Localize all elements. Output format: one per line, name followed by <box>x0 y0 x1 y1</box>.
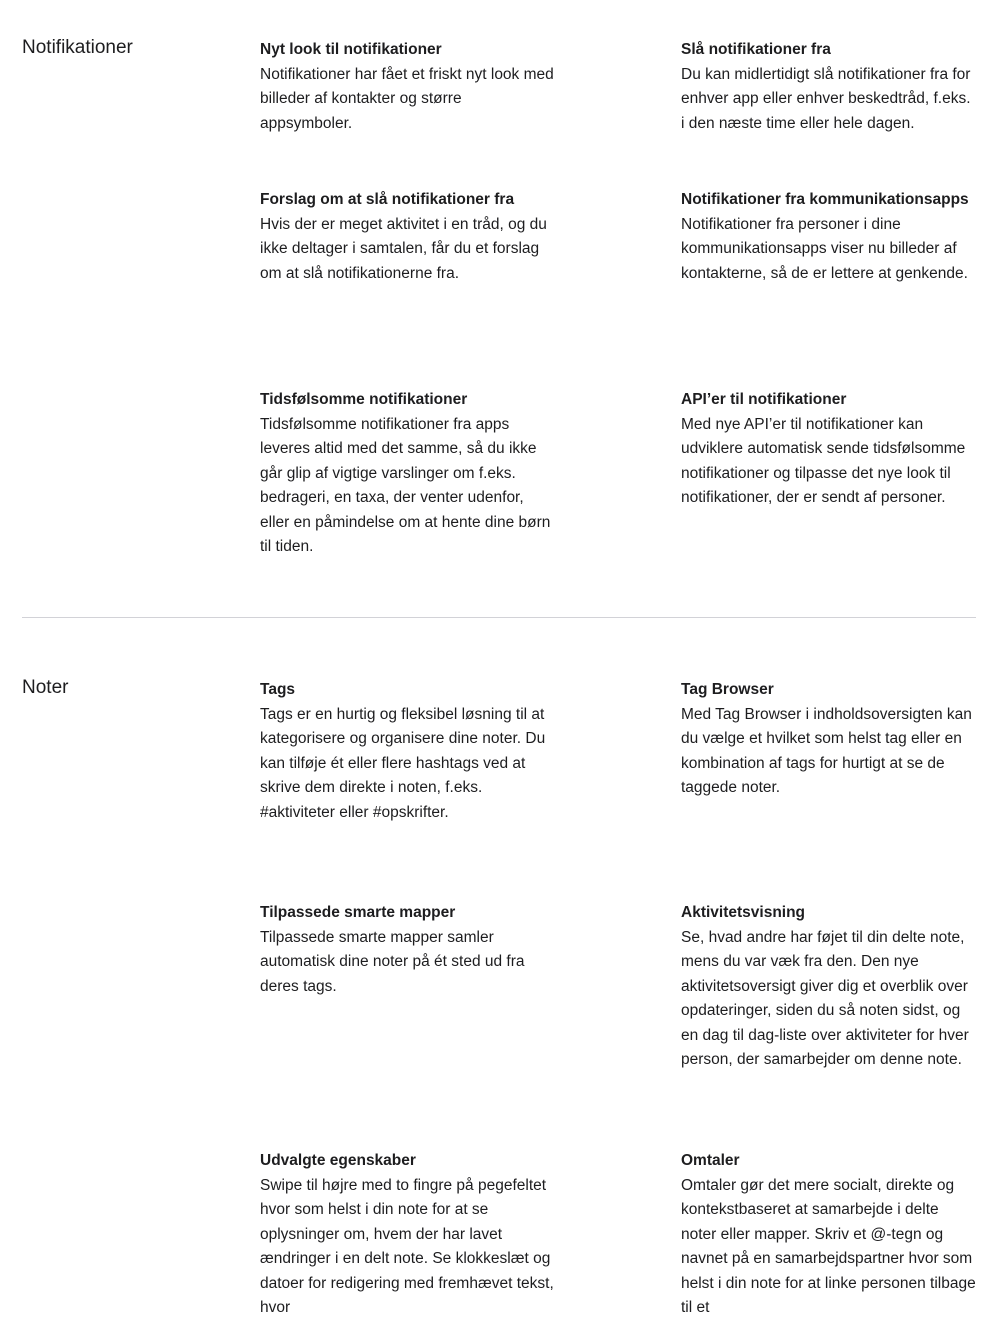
feature-title: Aktivitetsvisning <box>681 904 806 921</box>
feature-title: Forslag om at slå notifikationer fra <box>260 191 515 208</box>
feature-title: Slå notifikationer fra <box>681 41 831 58</box>
feature-title: Tag Browser <box>681 681 774 698</box>
feature-notification-apis <box>681 388 977 511</box>
feature-title: Tidsfølsomme notifikationer <box>260 391 468 408</box>
feature-new-look <box>260 38 556 136</box>
feature-title: Udvalgte egenskaber <box>260 1152 416 1169</box>
section-title-notifications: Notifikationer <box>22 37 133 58</box>
feature-body: Tidsfølsomme notifikationer fra apps leveres altid med det samme, så du ikke går glip af vigtige varslinger om f.eks. bedrageri, en taxa, der venter udenfor, eller en påmindelse om at hente dine børn til tiden. <box>260 415 551 555</box>
feature-mute-notifications <box>681 38 977 136</box>
feature-body: Notifikationer har fået et friskt nyt look med billeder af kontakter og større appsymboler. <box>260 65 554 132</box>
feature-mentions <box>681 1149 977 1321</box>
feature-title: Nyt look til notifikationer <box>260 41 442 58</box>
feature-title: Omtaler <box>681 1152 740 1169</box>
feature-time-sensitive <box>260 388 556 560</box>
feature-body: Omtaler gør det mere socialt, direkte og kontekstbaseret at samarbejde i delte noter eller mapper. Skriv et @-tegn og navnet på en samarbejdspartner hvor som helst i din note for at linke personen tilbage til et <box>681 1176 976 1316</box>
feature-body: Se, hvad andre har føjet til din delte note, mens du var væk fra den. Den nye aktivitetsoversigt giver dig et overblik over opdateringer, siden du så noten sidst, og en dag til dag-liste over aktiviteter for hver person, der samarbejder om denne note. <box>681 928 969 1068</box>
feature-activity-view <box>681 901 977 1073</box>
feature-body: Tilpassede smarte mapper samler automatisk dine noter på ét sted ud fra deres tags. <box>260 928 525 995</box>
feature-highlights <box>260 1149 556 1321</box>
feature-body: Du kan midlertidigt slå notifikationer fra for enhver app eller enhver beskedtråd, f.eks. i den næste time eller hele dagen. <box>681 65 971 132</box>
feature-body: Hvis der er meget aktivitet i en tråd, og du ikke deltager i samtalen, får du et forslag om at slå notifikationerne fra. <box>260 215 547 282</box>
feature-tags <box>260 678 556 825</box>
feature-body: Med nye API’er til notifikationer kan udviklere automatisk sende tidsfølsomme notifikationer og tilpasse det nye look til notifikationer, der er sendt af personer. <box>681 415 966 506</box>
feature-title: Tags <box>260 681 296 698</box>
section-title-notes: Noter <box>22 677 69 698</box>
feature-title: API’er til notifikationer <box>681 391 847 408</box>
feature-mute-suggestion <box>260 188 556 286</box>
feature-title: Notifikationer fra kommunikationsapps <box>681 191 969 208</box>
feature-body: Med Tag Browser i indholdsoversigten kan du vælge et hvilket som helst tag eller en kombination af tags for hurtigt at se de taggede noter. <box>681 705 972 796</box>
section-divider <box>22 617 976 618</box>
feature-body: Tags er en hurtig og fleksibel løsning til at kategorisere og organisere dine noter. Du kan tilføje ét eller flere hashtags ved at skrive dem direkte i noten, f.eks. #aktiviteter eller #opskrifter. <box>260 705 546 821</box>
feature-tag-browser <box>681 678 977 801</box>
feature-smart-folders <box>260 901 556 999</box>
feature-body: Notifikationer fra personer i dine kommunikationsapps viser nu billeder af kontakterne, så de er lettere at genkende. <box>681 215 968 282</box>
feature-title: Tilpassede smarte mapper <box>260 904 456 921</box>
feature-body: Swipe til højre med to fingre på pegefeltet hvor som helst i din note for at se oplysninger om, hvem der har lavet ændringer i en delt note. Se klokkeslæt og datoer for redigering med fremhævet tekst, hvor <box>260 1176 554 1316</box>
feature-communication-apps <box>681 188 977 286</box>
